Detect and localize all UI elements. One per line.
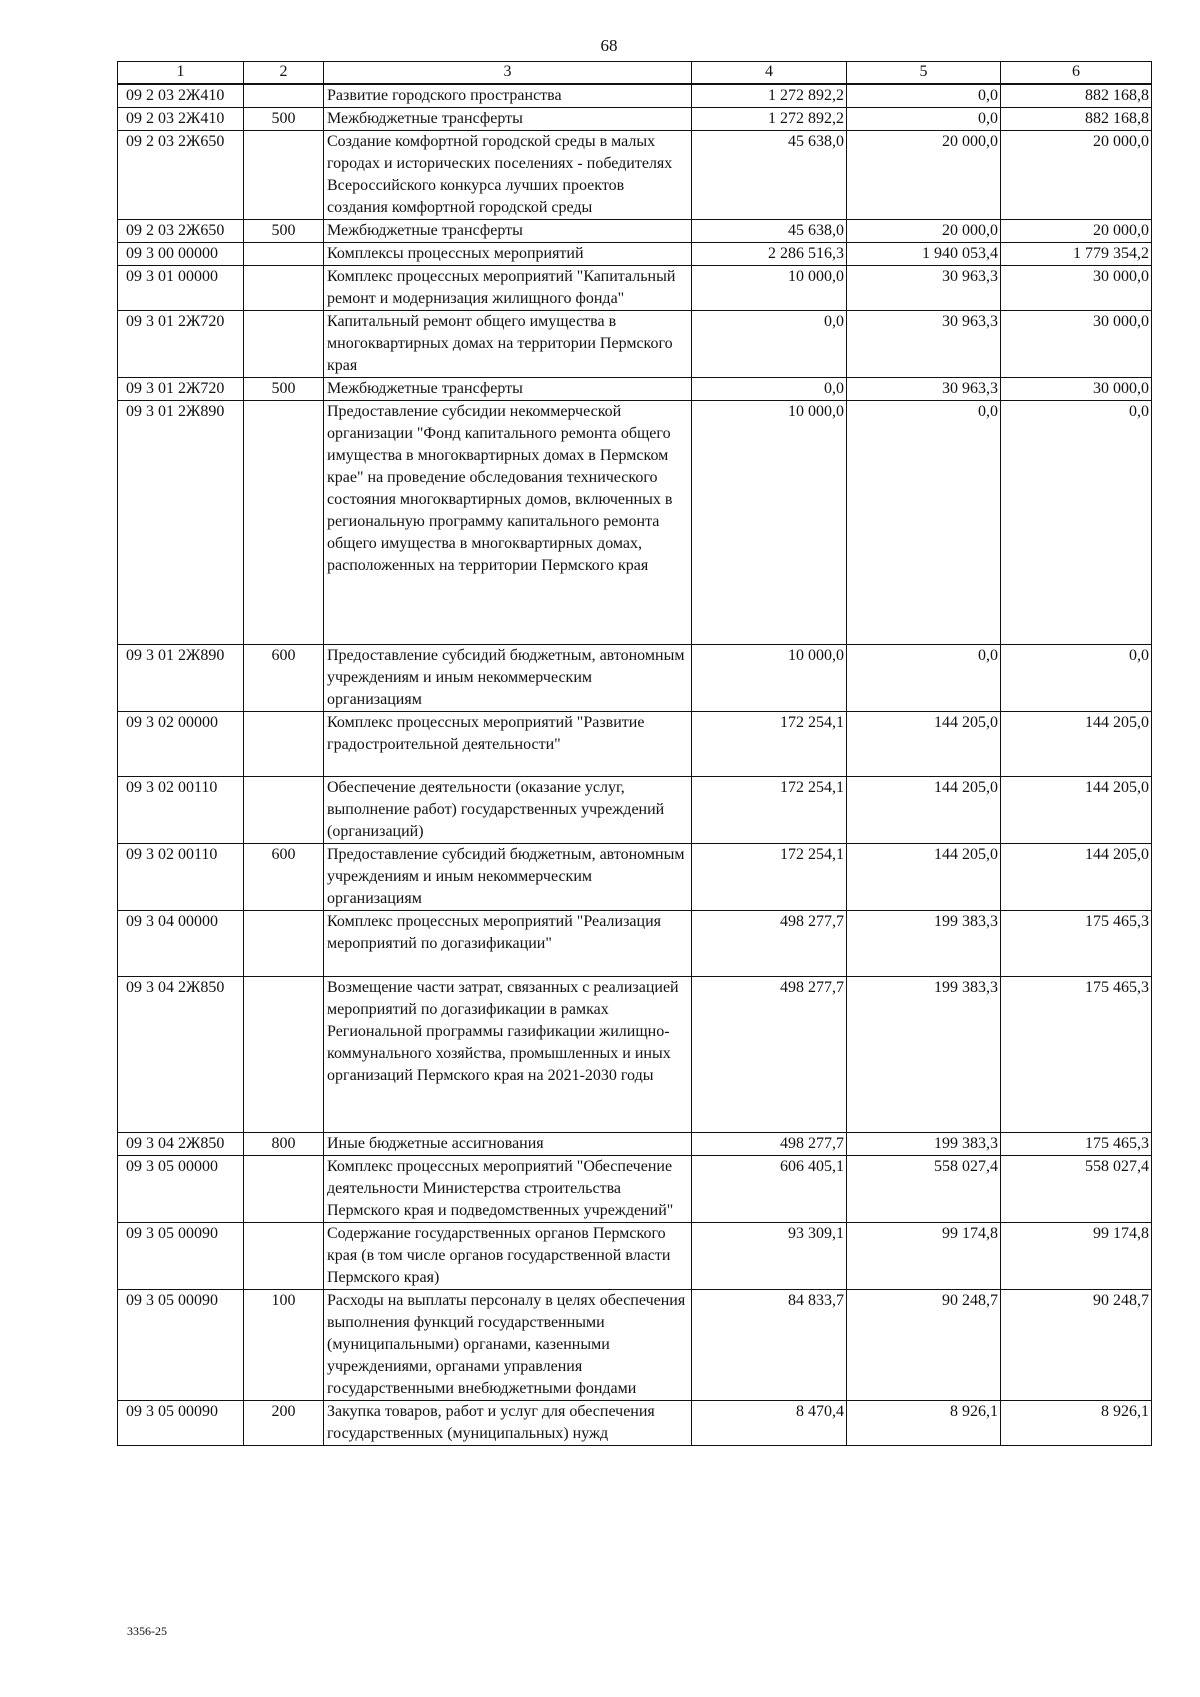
row-value-5: 199 383,3 <box>847 1133 1001 1156</box>
row-type <box>244 777 324 844</box>
row-type: 100 <box>244 1290 324 1401</box>
row-code: 09 3 01 2Ж720 <box>118 311 244 378</box>
table-row <box>118 777 1152 844</box>
row-code: 09 3 01 2Ж890 <box>118 401 244 645</box>
row-value-6: 8 926,1 <box>1001 1401 1152 1446</box>
row-name: Капитальный ремонт общего имущества в многоквартирных домах на территории Пермского края <box>324 311 692 378</box>
row-name: Межбюджетные трансферты <box>324 108 692 131</box>
row-code: 09 3 05 00090 <box>118 1223 244 1290</box>
row-code: 09 3 01 00000 <box>118 266 244 311</box>
row-type <box>244 712 324 777</box>
table-row <box>118 220 1152 243</box>
row-type: 600 <box>244 844 324 911</box>
row-value-5: 0,0 <box>847 84 1001 108</box>
row-value-6: 144 205,0 <box>1001 844 1152 911</box>
row-value-4: 1 272 892,2 <box>692 84 847 108</box>
row-value-4: 172 254,1 <box>692 777 847 844</box>
row-value-4: 2 286 516,3 <box>692 243 847 266</box>
row-value-4: 10 000,0 <box>692 401 847 645</box>
row-value-4: 0,0 <box>692 311 847 378</box>
row-value-5: 8 926,1 <box>847 1401 1001 1446</box>
row-value-5: 144 205,0 <box>847 777 1001 844</box>
row-value-5: 0,0 <box>847 108 1001 131</box>
row-value-5: 0,0 <box>847 645 1001 712</box>
row-value-6: 1 779 354,2 <box>1001 243 1152 266</box>
row-value-6: 175 465,3 <box>1001 911 1152 977</box>
row-name: Межбюджетные трансферты <box>324 220 692 243</box>
row-value-6: 20 000,0 <box>1001 131 1152 220</box>
table-row <box>118 1133 1152 1156</box>
header-col-5: 5 <box>847 62 1001 85</box>
row-value-4: 10 000,0 <box>692 266 847 311</box>
row-value-6: 30 000,0 <box>1001 378 1152 401</box>
table-row <box>118 977 1152 1133</box>
row-value-6: 90 248,7 <box>1001 1290 1152 1401</box>
row-name: Комплекс процессных мероприятий "Обеспечение деятельности Министерства строительства Пермского края и подведомственных учреждений" <box>324 1156 692 1223</box>
table-row <box>118 311 1152 378</box>
row-code: 09 2 03 2Ж410 <box>118 84 244 108</box>
row-value-4: 498 277,7 <box>692 977 847 1133</box>
row-value-6: 99 174,8 <box>1001 1223 1152 1290</box>
row-value-5: 144 205,0 <box>847 844 1001 911</box>
row-value-6: 0,0 <box>1001 401 1152 645</box>
row-value-5: 144 205,0 <box>847 712 1001 777</box>
row-value-6: 882 168,8 <box>1001 108 1152 131</box>
row-value-5: 30 963,3 <box>847 378 1001 401</box>
row-value-4: 606 405,1 <box>692 1156 847 1223</box>
row-code: 09 3 04 2Ж850 <box>118 977 244 1133</box>
row-type <box>244 131 324 220</box>
row-type <box>244 977 324 1133</box>
row-value-4: 498 277,7 <box>692 1133 847 1156</box>
row-value-5: 558 027,4 <box>847 1156 1001 1223</box>
row-name: Расходы на выплаты персоналу в целях обеспечения выполнения функций государственными (муниципальными) органами, казенными учреждениями, органами управления государственными внебюджетными фондами <box>324 1290 692 1401</box>
header-col-2: 2 <box>244 62 324 85</box>
row-value-4: 0,0 <box>692 378 847 401</box>
row-value-6: 0,0 <box>1001 645 1152 712</box>
row-value-4: 84 833,7 <box>692 1290 847 1401</box>
row-value-6: 558 027,4 <box>1001 1156 1152 1223</box>
row-value-5: 90 248,7 <box>847 1290 1001 1401</box>
row-type <box>244 84 324 108</box>
row-name: Комплекс процессных мероприятий "Реализация мероприятий по догазификации" <box>324 911 692 977</box>
row-value-4: 172 254,1 <box>692 712 847 777</box>
table-row <box>118 645 1152 712</box>
row-code: 09 3 05 00000 <box>118 1156 244 1223</box>
row-value-5: 0,0 <box>847 401 1001 645</box>
table-row <box>118 911 1152 977</box>
row-value-6: 144 205,0 <box>1001 712 1152 777</box>
row-type: 200 <box>244 1401 324 1446</box>
table-row <box>118 401 1152 645</box>
row-value-4: 172 254,1 <box>692 844 847 911</box>
row-name: Развитие городского пространства <box>324 84 692 108</box>
row-code: 09 3 01 2Ж720 <box>118 378 244 401</box>
row-code: 09 3 02 00110 <box>118 844 244 911</box>
row-value-6: 20 000,0 <box>1001 220 1152 243</box>
row-code: 09 2 03 2Ж650 <box>118 131 244 220</box>
header-row <box>118 62 1152 85</box>
row-value-5: 30 963,3 <box>847 266 1001 311</box>
budget-table <box>117 61 1152 1446</box>
row-type: 500 <box>244 108 324 131</box>
table-row <box>118 378 1152 401</box>
row-value-6: 175 465,3 <box>1001 977 1152 1133</box>
row-type <box>244 311 324 378</box>
row-value-5: 30 963,3 <box>847 311 1001 378</box>
header-col-6: 6 <box>1001 62 1152 85</box>
row-code: 09 3 02 00110 <box>118 777 244 844</box>
row-type <box>244 1156 324 1223</box>
row-value-5: 199 383,3 <box>847 911 1001 977</box>
row-type <box>244 243 324 266</box>
row-value-4: 45 638,0 <box>692 220 847 243</box>
row-name: Предоставление субсидии некоммерческой организации "Фонд капитального ремонта общего имущества в многоквартирных домах в Пермском крае" на проведение обследования технического состояния многоквартирных домов, включенных в региональную программу капитального ремонта общего имущества в многоквартирных домах, расположенных на территории Пермского края <box>324 401 692 645</box>
document-code: 3356-25 <box>127 1624 167 1638</box>
row-value-6: 30 000,0 <box>1001 311 1152 378</box>
row-value-4: 498 277,7 <box>692 911 847 977</box>
row-value-4: 10 000,0 <box>692 645 847 712</box>
row-code: 09 2 03 2Ж650 <box>118 220 244 243</box>
table-row <box>118 84 1152 108</box>
row-value-4: 93 309,1 <box>692 1223 847 1290</box>
table-row <box>118 1223 1152 1290</box>
row-code: 09 3 01 2Ж890 <box>118 645 244 712</box>
row-type: 800 <box>244 1133 324 1156</box>
row-code: 09 2 03 2Ж410 <box>118 108 244 131</box>
row-type: 600 <box>244 645 324 712</box>
header-col-3: 3 <box>324 62 692 85</box>
row-value-5: 20 000,0 <box>847 220 1001 243</box>
row-value-6: 175 465,3 <box>1001 1133 1152 1156</box>
row-value-6: 882 168,8 <box>1001 84 1152 108</box>
row-type: 500 <box>244 378 324 401</box>
row-name: Предоставление субсидий бюджетным, автономным учреждениям и иным некоммерческим организациям <box>324 645 692 712</box>
row-name: Комплекс процессных мероприятий "Капитальный ремонт и модернизация жилищного фонда" <box>324 266 692 311</box>
row-type <box>244 1223 324 1290</box>
row-code: 09 3 04 2Ж850 <box>118 1133 244 1156</box>
row-value-6: 30 000,0 <box>1001 266 1152 311</box>
row-name: Межбюджетные трансферты <box>324 378 692 401</box>
row-value-5: 99 174,8 <box>847 1223 1001 1290</box>
table-row <box>118 844 1152 911</box>
row-type: 500 <box>244 220 324 243</box>
row-value-6: 144 205,0 <box>1001 777 1152 844</box>
row-value-5: 199 383,3 <box>847 977 1001 1133</box>
table-row <box>118 131 1152 220</box>
row-code: 09 3 05 00090 <box>118 1290 244 1401</box>
row-name: Комплексы процессных мероприятий <box>324 243 692 266</box>
table-row <box>118 266 1152 311</box>
row-value-5: 20 000,0 <box>847 131 1001 220</box>
table-row <box>118 1290 1152 1401</box>
header-col-1: 1 <box>118 62 244 85</box>
row-name: Предоставление субсидий бюджетным, автономным учреждениям и иным некоммерческим организациям <box>324 844 692 911</box>
row-value-5: 1 940 053,4 <box>847 243 1001 266</box>
row-name: Создание комфортной городской среды в малых городах и исторических поселениях - победителях Всероссийского конкурса лучших проектов создания комфортной городской среды <box>324 131 692 220</box>
row-value-4: 45 638,0 <box>692 131 847 220</box>
row-name: Комплекс процессных мероприятий "Развитие градостроительной деятельности" <box>324 712 692 777</box>
header-col-4: 4 <box>692 62 847 85</box>
row-code: 09 3 05 00090 <box>118 1401 244 1446</box>
row-name: Обеспечение деятельности (оказание услуг, выполнение работ) государственных учреждений (организаций) <box>324 777 692 844</box>
row-value-4: 8 470,4 <box>692 1401 847 1446</box>
row-code: 09 3 04 00000 <box>118 911 244 977</box>
row-type <box>244 401 324 645</box>
page-number: 68 <box>600 36 618 55</box>
row-code: 09 3 00 00000 <box>118 243 244 266</box>
row-type <box>244 266 324 311</box>
table-row <box>118 108 1152 131</box>
table-row <box>118 712 1152 777</box>
row-name: Закупка товаров, работ и услуг для обеспечения государственных (муниципальных) нужд <box>324 1401 692 1446</box>
row-value-4: 1 272 892,2 <box>692 108 847 131</box>
row-name: Возмещение части затрат, связанных с реализацией мероприятий по догазификации в рамках Региональной программы газификации жилищно-коммунального хозяйства, промышленных и иных организаций Пермского края на 2021-2030 годы <box>324 977 692 1133</box>
table-row <box>118 1401 1152 1446</box>
row-name: Иные бюджетные ассигнования <box>324 1133 692 1156</box>
row-code: 09 3 02 00000 <box>118 712 244 777</box>
row-name: Содержание государственных органов Пермского края (в том числе органов государственной власти Пермского края) <box>324 1223 692 1290</box>
table-row <box>118 1156 1152 1223</box>
table-row <box>118 243 1152 266</box>
row-type <box>244 911 324 977</box>
